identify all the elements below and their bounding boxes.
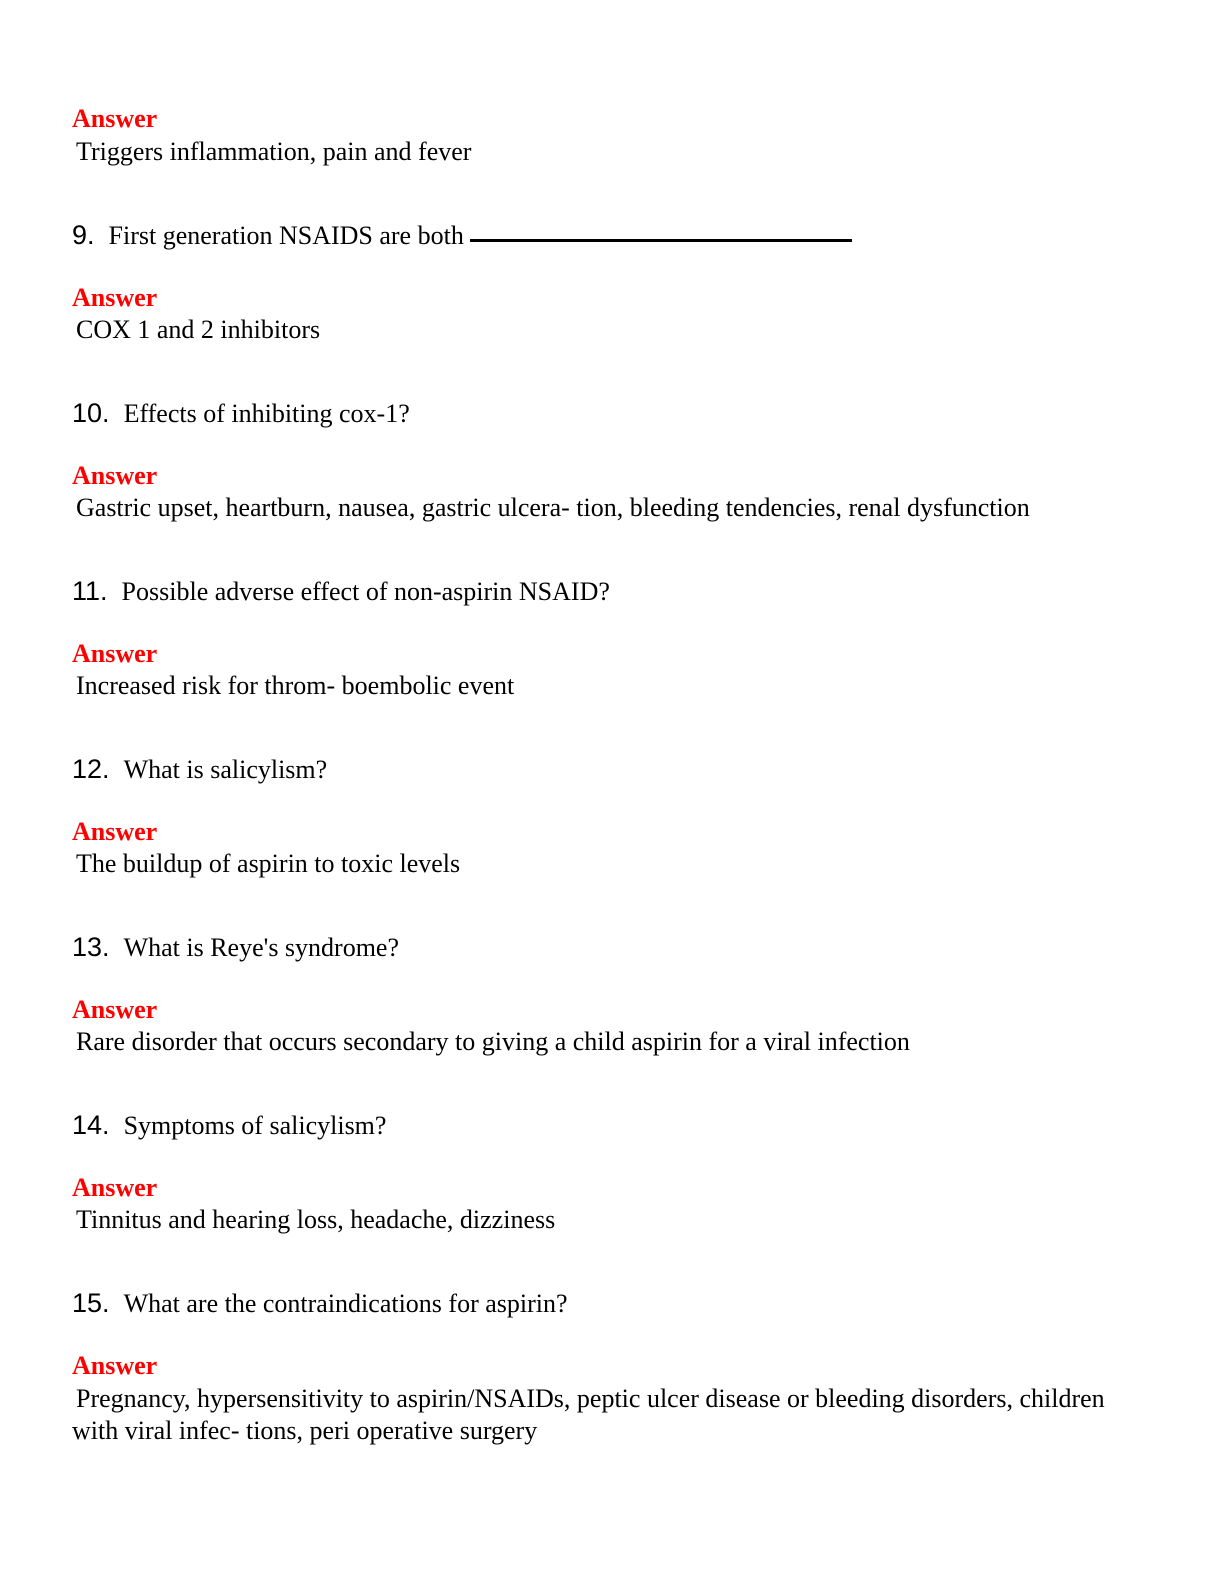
question-number-dot: .: [102, 1288, 110, 1318]
question-number: 9: [72, 220, 88, 250]
question-9: [72, 219, 852, 252]
answer-text: COX 1 and 2 inhibitors: [76, 315, 321, 344]
question-number: 13: [72, 932, 103, 962]
question-15: [72, 1287, 568, 1320]
answer-text: Tinnitus and hearing loss, headache, dizziness: [76, 1205, 556, 1234]
answer-text: Increased risk for throm- boembolic event: [76, 671, 515, 700]
answer-label: Answer: [72, 104, 158, 133]
fill-in-blank-line: [470, 237, 852, 242]
question-number-dot: .: [102, 398, 110, 428]
answer-text: Triggers inflammation, pain and fever: [76, 137, 472, 166]
answer-label: Answer: [72, 1351, 158, 1380]
question-text: What is Reye's syndrome?: [123, 933, 400, 962]
question-number: 10: [72, 398, 103, 428]
question-text: What are the contraindications for aspirin?: [123, 1289, 568, 1318]
question-text: What is salicylism?: [123, 755, 328, 784]
question-text: First generation NSAIDS are both: [108, 221, 464, 250]
question-number: 12: [72, 754, 103, 784]
answer-text: The buildup of aspirin to toxic levels: [76, 849, 461, 878]
question-13: [72, 931, 399, 964]
answer-text: Gastric upset, heartburn, nausea, gastric ulcera- tion, bleeding tendencies, renal dysfunction: [76, 493, 1030, 522]
answer-label: Answer: [72, 461, 158, 490]
question-10: [72, 397, 410, 430]
question-number: 11: [72, 576, 101, 606]
answer-text: Pregnancy, hypersensitivity to aspirin/NSAIDs, peptic ulcer disease or bleeding disorders, children with viral infec- tions, peri operative surgery: [72, 1384, 1105, 1445]
answer-label: Answer: [72, 639, 158, 668]
question-number: 15: [72, 1288, 103, 1318]
answer-label: Answer: [72, 283, 158, 312]
answer-text: Rare disorder that occurs secondary to giving a child aspirin for a viral infection: [76, 1027, 910, 1056]
question-number-dot: .: [102, 1110, 110, 1140]
question-number-dot: .: [100, 576, 108, 606]
question-11: [72, 575, 610, 608]
answer-label: Answer: [72, 817, 158, 846]
question-12: [72, 753, 327, 786]
question-text: Effects of inhibiting cox-1?: [123, 399, 410, 428]
question-number: 14: [72, 1110, 103, 1140]
answer-label: Answer: [72, 995, 158, 1024]
question-text: Possible adverse effect of non-aspirin NSAID?: [121, 577, 610, 606]
question-number-dot: .: [102, 754, 110, 784]
answer-label: Answer: [72, 1173, 158, 1202]
question-14: [72, 1109, 386, 1142]
question-number-dot: .: [87, 220, 95, 250]
question-text: Symptoms of salicylism?: [123, 1111, 387, 1140]
question-number-dot: .: [102, 932, 110, 962]
